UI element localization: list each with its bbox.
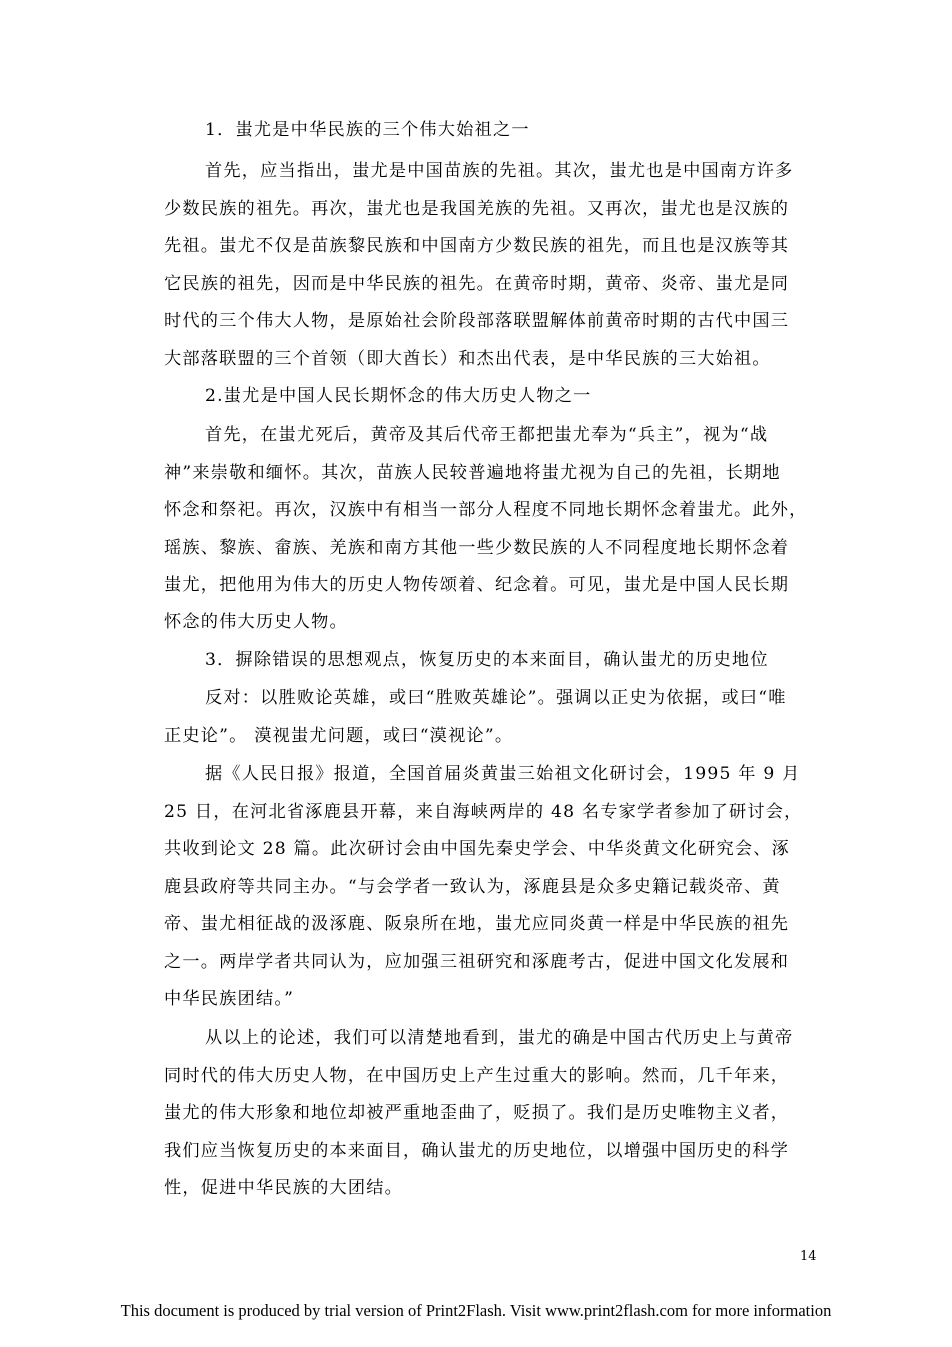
- text-line: 蚩尤的伟大形象和地位却被严重地歪曲了，贬损了。我们是历史唯物主义者，: [164, 1103, 790, 1123]
- heading-3: 3．摒除错误的思想观点，恢复历史的本来面目，确认蚩尤的历史地位: [205, 650, 769, 670]
- heading-2: 2.蚩尤是中国人民长期怀念的伟大历史人物之一: [205, 386, 592, 406]
- text-line: 大部落联盟的三个首领（即大酋长）和杰出代表，是中华民族的三大始祖。: [164, 349, 771, 369]
- text-line: 时代的三个伟大人物，是原始社会阶段部落联盟解体前黄帝时期的古代中国三: [164, 311, 790, 331]
- trial-watermark-footer: This document is produced by trial version of Print2Flash. Visit www.print2flash.com for more information: [120, 1301, 832, 1320]
- page-number: 14: [800, 1249, 817, 1264]
- text-line: 之一。两岸学者共同认为，应加强三祖研究和涿鹿考古，促进中国文化发展和: [164, 952, 790, 972]
- text-line: 怀念的伟大历史人物。: [164, 612, 348, 632]
- text-line: 反对：以胜败论英雄，或曰“胜败英雄论”。强调以正史为依据，或曰“唯: [205, 688, 787, 708]
- text-line: 共收到论文 28 篇。此次研讨会由中国先秦史学会、中华炎黄文化研究会、涿: [164, 839, 791, 859]
- text-line: 神”来崇敬和缅怀。其次，苗族人民较普遍地将蚩尤视为自己的先祖，长期地: [164, 463, 781, 483]
- text-line: 先祖。蚩尤不仅是苗族黎民族和中国南方少数民族的祖先，而且也是汉族等其: [164, 236, 790, 256]
- text-line: 蚩尤，把他用为伟大的历史人物传颂着、纪念着。可见，蚩尤是中国人民长期: [164, 575, 790, 595]
- text-line: 性，促进中华民族的大团结。: [164, 1178, 404, 1198]
- text-line: 据《人民日报》报道，全国首届炎黄蚩三始祖文化研讨会，1995 年 9 月: [205, 764, 801, 784]
- text-line: 帝、蚩尤相征战的汲涿鹿、阪泉所在地，蚩尤应同炎黄一样是中华民族的祖先: [164, 914, 790, 934]
- text-line: 鹿县政府等共同主办。“与会学者一致认为，涿鹿县是众多史籍记载炎帝、黄: [164, 877, 781, 897]
- text-line: 少数民族的祖先。再次，蚩尤也是我国羌族的先祖。又再次，蚩尤也是汉族的: [164, 199, 790, 219]
- text-line: 25 日，在河北省涿鹿县开幕，来自海峡两岸的 48 名专家学者参加了研讨会，: [164, 802, 803, 822]
- text-line: 我们应当恢复历史的本来面目，确认蚩尤的历史地位，以增强中国历史的科学: [164, 1141, 790, 1161]
- text-line: 怀念和祭祀。再次，汉族中有相当一部分人程度不同地长期怀念着蚩尤。此外，: [164, 500, 808, 520]
- heading-1: 1．蚩尤是中华民族的三个伟大始祖之一: [205, 120, 530, 140]
- text-line: 正史论”。 漠视蚩尤问题，或曰“漠视论”。: [164, 726, 514, 746]
- text-line: 同时代的伟大历史人物，在中国历史上产生过重大的影响。然而，几千年来，: [164, 1066, 790, 1086]
- text-line: 首先，应当指出，蚩尤是中国苗族的先祖。其次，蚩尤也是中国南方许多: [205, 161, 794, 181]
- text-line: 中华民族团结。”: [164, 989, 295, 1009]
- text-line: 从以上的论述，我们可以清楚地看到，蚩尤的确是中国古代历史上与黄帝: [205, 1028, 794, 1048]
- text-line: 首先，在蚩尤死后，黄帝及其后代帝王都把蚩尤奉为“兵主”，视为“战: [205, 425, 769, 445]
- text-line: 它民族的祖先，因而是中华民族的祖先。在黄帝时期，黄帝、炎帝、蚩尤是同: [164, 274, 790, 294]
- text-line: 瑶族、黎族、畲族、羌族和南方其他一些少数民族的人不同程度地长期怀念着: [164, 538, 790, 558]
